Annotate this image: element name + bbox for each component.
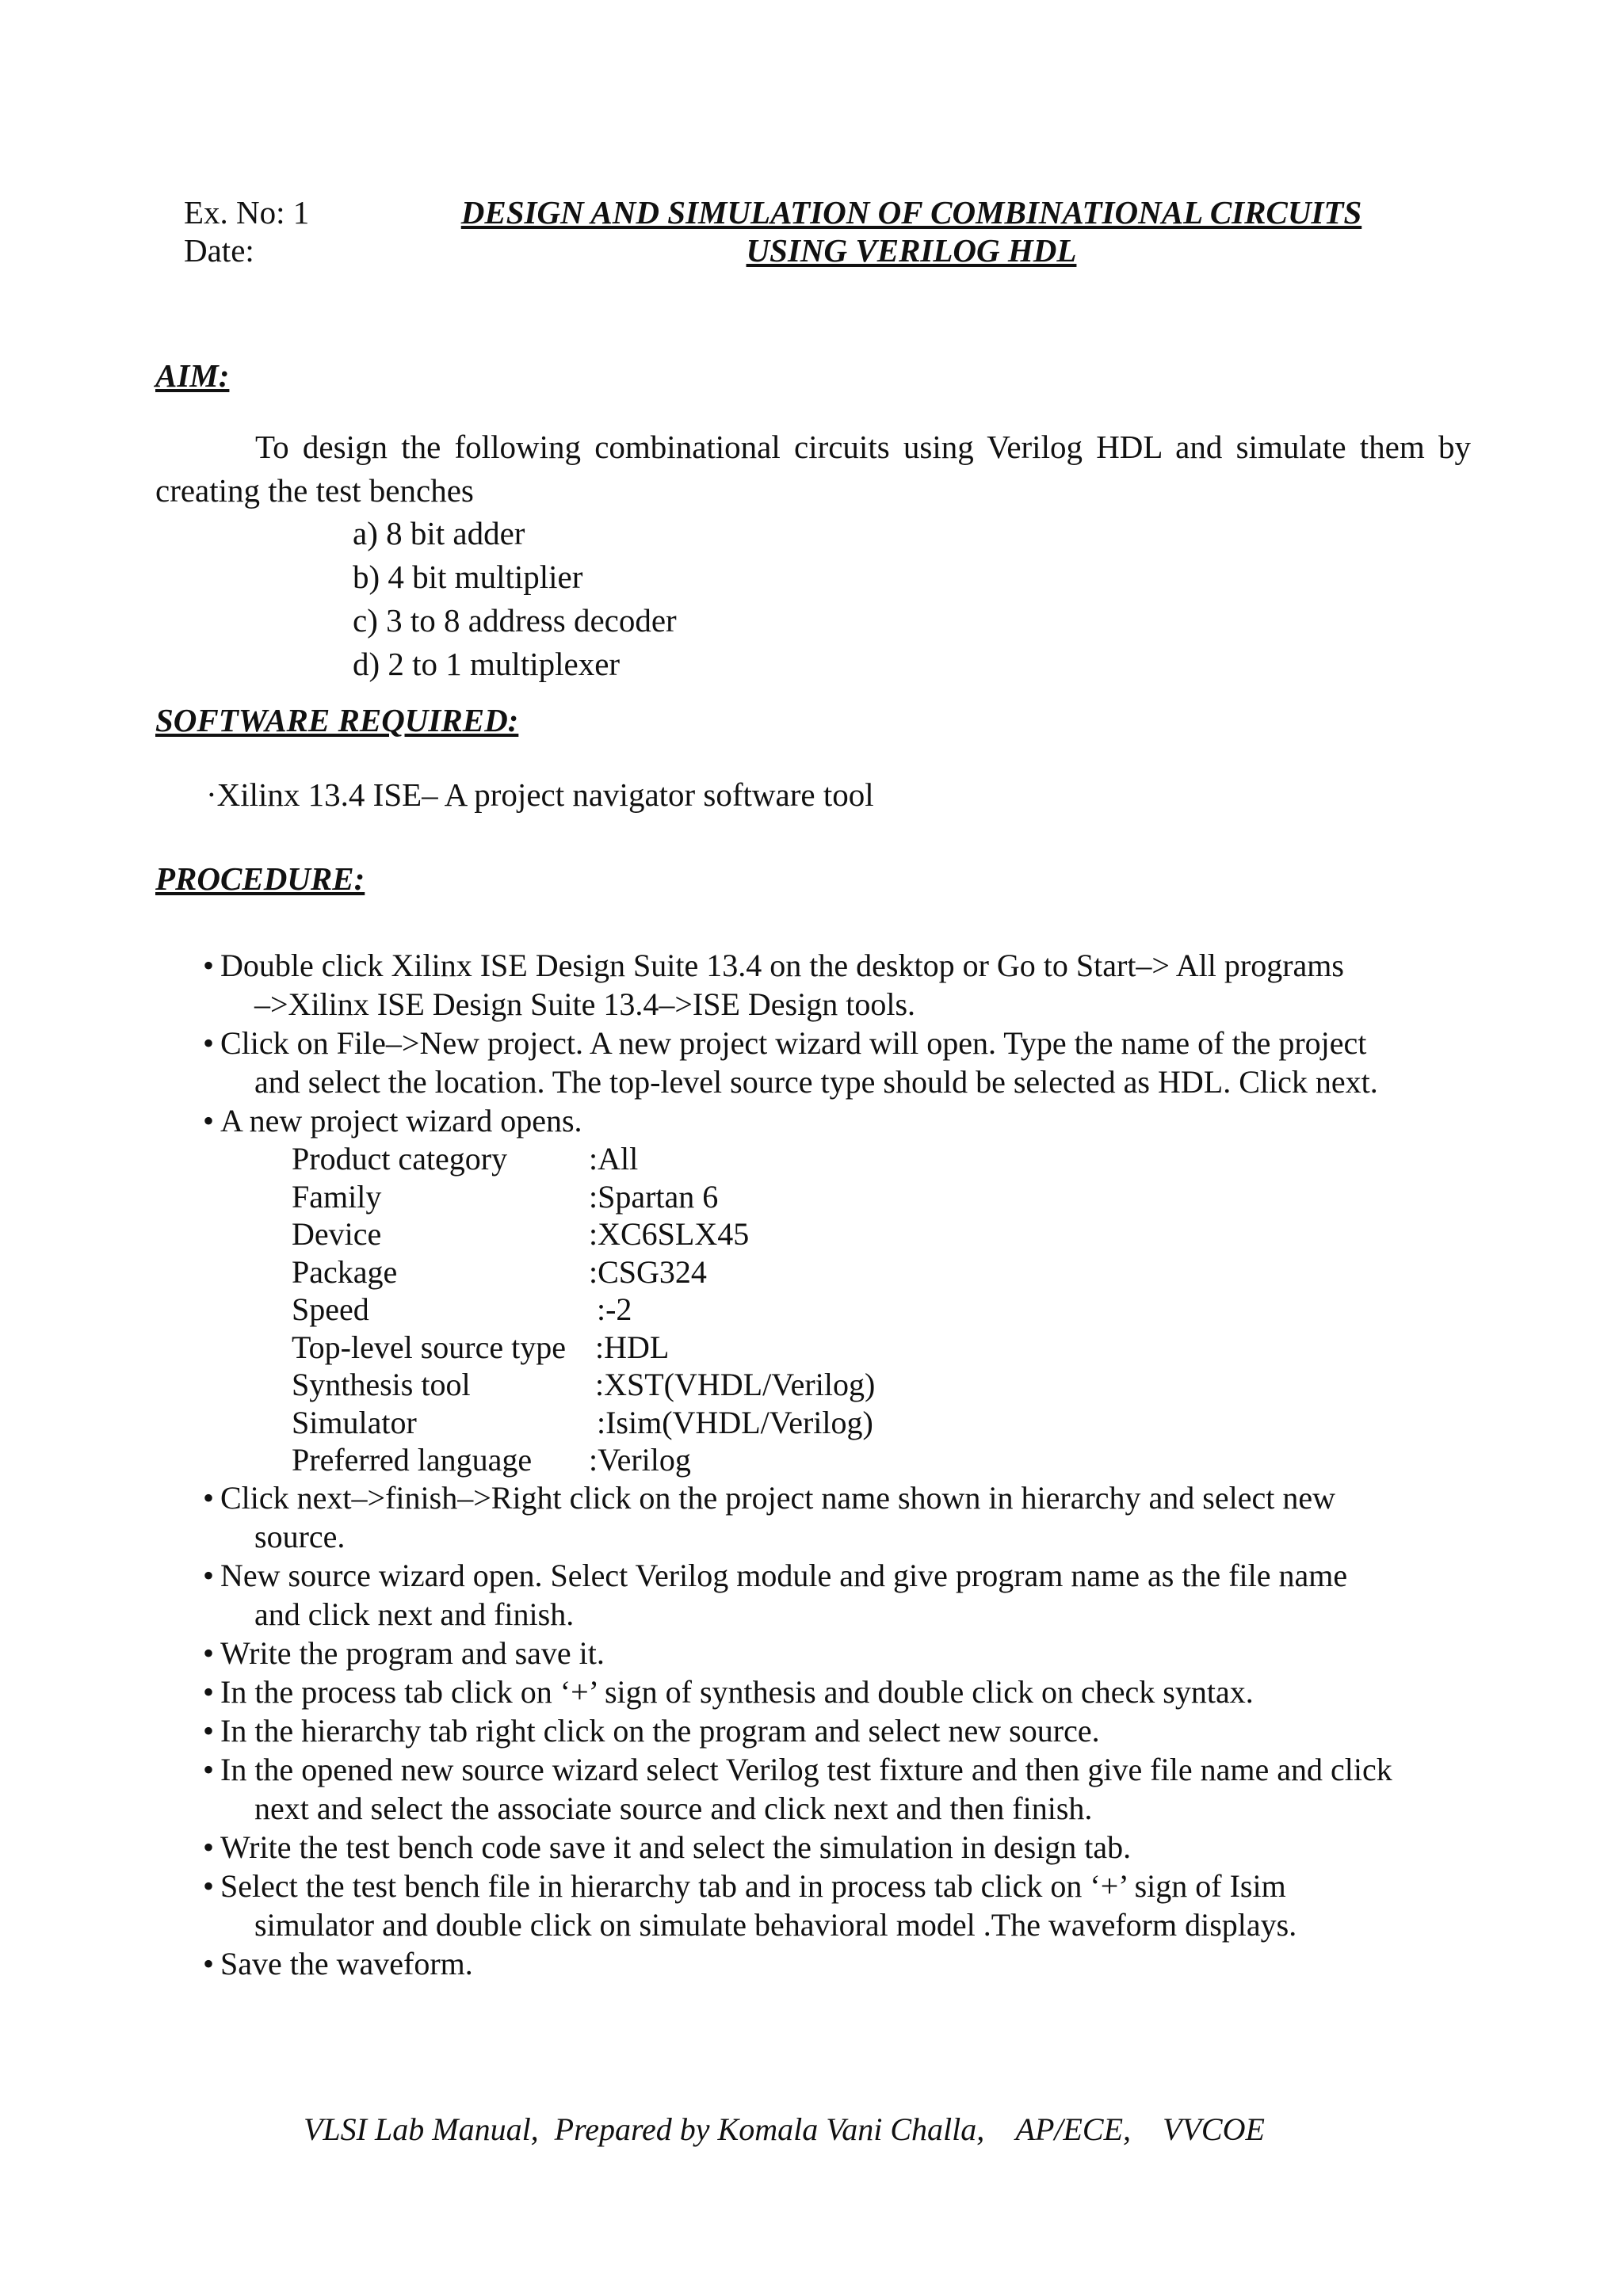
procedure-step: • A new project wizard opens. <box>203 1103 582 1138</box>
procedure-step: • In the hierarchy tab right click on the program and select new source. <box>203 1713 1100 1749</box>
aim-heading: AIM: <box>155 357 230 394</box>
procedure-heading: PROCEDURE: <box>155 860 365 897</box>
setting-row: Speed :-2 <box>292 1291 632 1327</box>
procedure-step: • Click next–>finish–>Right click on the project name shown in hierarchy and select new source. <box>203 1480 1335 1554</box>
project-settings <box>292 1140 875 1479</box>
aim-item: d) 2 to 1 multiplexer <box>353 646 621 682</box>
procedure-step: • Save the waveform. <box>203 1946 473 1981</box>
document-title-line1: DESIGN AND SIMULATION OF COMBINATIONAL CIRCUITS <box>460 194 1362 231</box>
procedure-step: • Click on File–>New project. A new project wizard will open. Type the name of the project and select the location. The top-level source type should be selected as HDL. Click next. <box>203 1025 1378 1100</box>
bullet-icon: • <box>203 1025 215 1061</box>
document-title-line2: USING VERILOG HDL <box>746 232 1077 269</box>
bullet-icon: • <box>203 1713 215 1749</box>
procedure-step: • In the process tab click on ‘+’ sign of synthesis and double click on check syntax. <box>203 1674 1254 1710</box>
software-item: ·Xilinx 13.4 ISE– A project navigator software tool <box>206 776 874 813</box>
aim-paragraph <box>155 425 1471 513</box>
procedure-step: • Write the program and save it. <box>203 1635 605 1671</box>
aim-item: a) 8 bit adder <box>353 515 525 551</box>
setting-row: Top-level source type :HDL <box>292 1329 670 1365</box>
bullet-icon: • <box>203 1829 215 1865</box>
setting-row: Product category :All <box>292 1141 639 1177</box>
aim-item: c) 3 to 8 address decoder <box>353 602 677 639</box>
procedure-step: • Select the test bench file in hierarchy tab and in process tab click on ‘+’ sign of Isim simulator and double click on simulate behavioral model .The waveform displays. <box>203 1868 1297 1943</box>
setting-row: Synthesis tool :XST(VHDL/Verilog) <box>292 1367 876 1402</box>
procedure-step: • New source wizard open. Select Verilog module and give program name as the file name and click next and finish. <box>203 1558 1348 1632</box>
setting-row: Preferred language :Verilog <box>292 1442 691 1478</box>
software-heading: SOFTWARE REQUIRED: <box>155 702 519 738</box>
page-footer: VLSI Lab Manual, Prepared by Komala Vani Challa, AP/ECE, VVCOE <box>304 2111 1265 2147</box>
setting-row: Family :Spartan 6 <box>292 1178 719 1215</box>
setting-row: Package :CSG324 <box>292 1253 707 1290</box>
setting-row: Device :XC6SLX45 <box>292 1216 750 1252</box>
bullet-icon: • <box>203 1674 215 1710</box>
bullet-icon: • <box>203 1480 215 1516</box>
aim-paragraph-text: To design the following combinational circuits using Verilog HDL and simulate them by creating the test benches <box>155 429 1471 509</box>
aim-item: b) 4 bit multiplier <box>353 559 583 595</box>
bullet-icon: • <box>203 1752 215 1787</box>
date-label: Date: <box>184 232 254 269</box>
procedure-step: • Write the test bench code save it and select the simulation in design tab. <box>203 1829 1132 1865</box>
exercise-number: Ex. No: 1 <box>184 194 310 231</box>
procedure-steps <box>203 946 1378 1140</box>
procedure-step: • In the opened new source wizard select Verilog test fixture and then give file name and click next and select the associate source and click next and then finish. <box>203 1752 1392 1826</box>
bullet-icon: • <box>203 1635 215 1671</box>
aim-list <box>353 512 677 686</box>
bullet-icon: • <box>203 948 215 983</box>
bullet-icon: • <box>203 1868 215 1904</box>
bullet-icon: • <box>203 1103 215 1138</box>
setting-row: Simulator :Isim(VHDL/Verilog) <box>292 1404 873 1440</box>
bullet-icon: • <box>203 1946 215 1981</box>
bullet-icon: • <box>203 1558 215 1593</box>
procedure-step: • Double click Xilinx ISE Design Suite 13.4 on the desktop or Go to Start–> All programs –>Xilinx ISE Design Suite 13.4–>ISE Design tools. <box>203 948 1344 1022</box>
procedure-steps-continued <box>203 1478 1392 1983</box>
